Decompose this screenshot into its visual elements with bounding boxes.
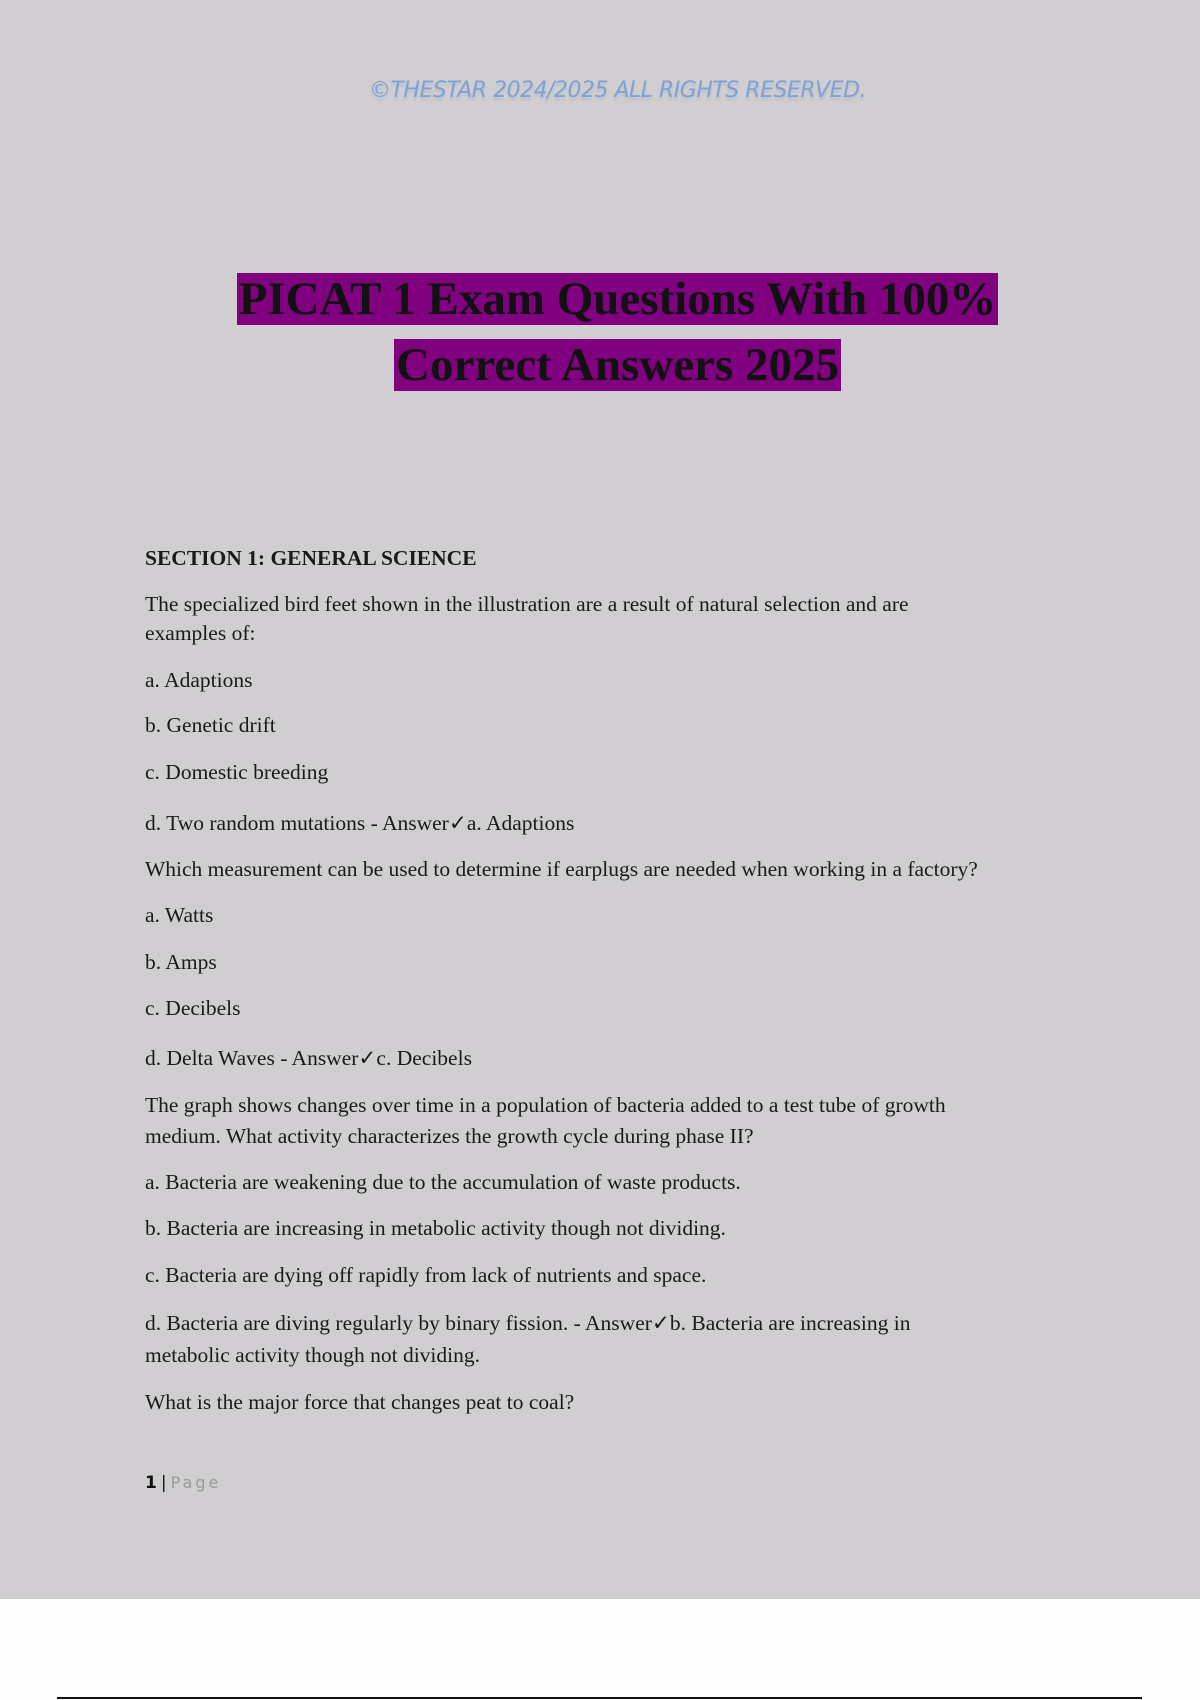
question-text: What is the major force that changes peat to coal? (145, 1390, 575, 1414)
copyright-watermark: ©THESTAR 2024/2025 ALL RIGHTS RESERVED. (368, 78, 867, 103)
answer-option: a. Adaptions (145, 668, 253, 692)
footer-separator: | (160, 1473, 167, 1493)
document-title-line-1 (0, 272, 1200, 326)
section-heading: SECTION 1: GENERAL SCIENCE (145, 546, 477, 570)
title-text: Correct Answers 2025 (396, 339, 839, 391)
question-text: The specialized bird feet shown in the illustration are a result of natural selection and are (145, 592, 909, 616)
answer-option-with-key: d. Delta Waves - Answer✓c. Decibels (145, 1046, 472, 1070)
answer-option: b. Amps (145, 950, 217, 974)
answer-option: a. Watts (145, 903, 214, 927)
answer-option: c. Domestic breeding (145, 760, 329, 784)
answer-option: a. Bacteria are weakening due to the accumulation of waste products. (145, 1170, 741, 1194)
page-label: Page (170, 1473, 222, 1492)
answer-option: b. Genetic drift (145, 713, 276, 737)
answer-option-with-key: d. Bacteria are diving regularly by binary fission. - Answer✓b. Bacteria are increasing in (145, 1311, 911, 1335)
answer-option: c. Decibels (145, 996, 241, 1020)
document-title-line-2 (0, 338, 1200, 392)
question-text: The graph shows changes over time in a population of bacteria added to a test tube of growth (145, 1093, 946, 1117)
answer-option-with-key: d. Two random mutations - Answer✓a. Adaptions (145, 811, 575, 835)
question-text: Which measurement can be used to determine if earplugs are needed when working in a factory? (145, 857, 978, 881)
question-text: examples of: (145, 621, 256, 645)
question-text: medium. What activity characterizes the growth cycle during phase II? (145, 1124, 754, 1148)
page-footer (145, 1473, 221, 1493)
answer-option: b. Bacteria are increasing in metabolic activity though not dividing. (145, 1216, 726, 1240)
answer-option-with-key: metabolic activity though not dividing. (145, 1343, 480, 1367)
page-number: 1 (145, 1473, 157, 1493)
title-text: PICAT 1 Exam Questions With 100% (238, 273, 997, 325)
answer-option: c. Bacteria are dying off rapidly from lack of nutrients and space. (145, 1263, 707, 1287)
next-page-header-rule (57, 1697, 1142, 1699)
